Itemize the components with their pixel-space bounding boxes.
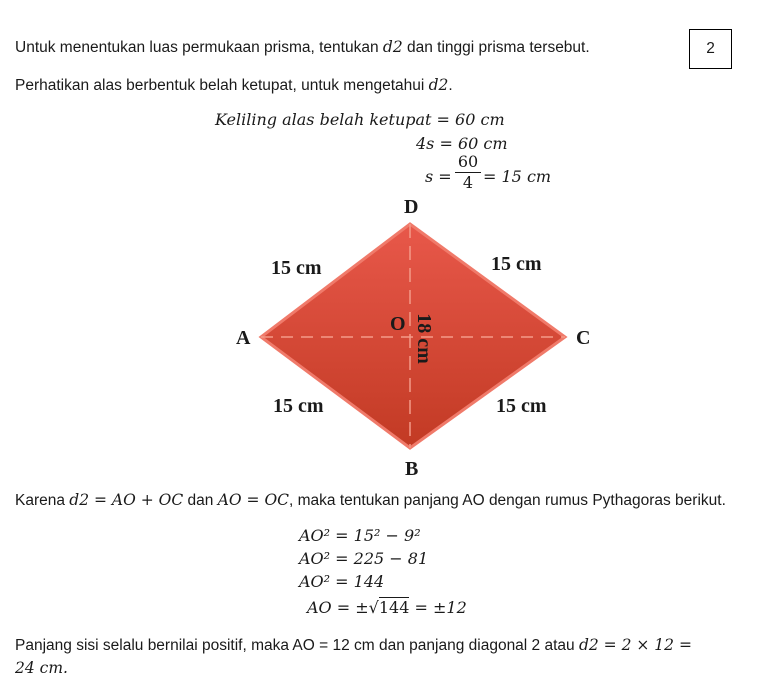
calc-line-3-rhs: = 15 cm xyxy=(483,167,552,186)
side-ad-label: 15 cm xyxy=(271,257,322,279)
karena-a: Karena xyxy=(15,492,70,509)
sqrt-sign: √ xyxy=(368,598,379,617)
karena-c: , maka tentukan panjang AO dengan rumus Pythagoras berikut. xyxy=(289,492,726,509)
vertex-a-label: A xyxy=(236,327,251,349)
fraction-denominator: 4 xyxy=(462,173,474,192)
calc-line-3-lhs: s = xyxy=(425,167,452,186)
intro-var: d2 xyxy=(382,38,403,56)
page-number: 2 xyxy=(689,29,732,69)
center-o-label: O xyxy=(390,313,406,335)
calc-line-1: Keliling alas belah ketupat = 60 cm xyxy=(215,110,505,129)
vertex-b-label: B xyxy=(405,458,419,480)
pyth-line-4 xyxy=(307,598,467,617)
note-text-b: . xyxy=(448,77,453,94)
conclusion-text xyxy=(15,636,692,655)
side-dc-label: 15 cm xyxy=(491,253,542,275)
pyth-line-2: AO² = 225 − 81 xyxy=(299,549,429,568)
intro-text-b: dan tinggi prisma tersebut. xyxy=(402,39,590,56)
note-var: d2 xyxy=(428,76,449,94)
karena-b: dan xyxy=(183,492,218,509)
pyth-line-4-b: = ±12 xyxy=(409,598,467,617)
note-text-a: Perhatikan alas berbentuk belah ketupat, untuk mengetahui xyxy=(15,77,429,94)
karena-eq1: d2 = AO + OC xyxy=(69,491,184,509)
conclusion-line-2: 24 cm. xyxy=(15,659,68,677)
intro-text-a: Untuk menentukan luas permukaan prisma, tentukan xyxy=(15,39,383,56)
vertex-c-label: C xyxy=(576,327,591,349)
vertex-d-label: D xyxy=(404,196,419,218)
pyth-line-1: AO² = 15² − 9² xyxy=(299,526,421,545)
fraction-numerator: 60 xyxy=(457,152,479,171)
sqrt-radicand: 144 xyxy=(378,598,410,617)
conclusion-eq: d2 = 2 × 12 = xyxy=(578,636,692,654)
diagonal-bd-label: 18 cm xyxy=(412,313,435,364)
karena-text xyxy=(15,491,726,510)
calc-line-2: 4s = 60 cm xyxy=(416,134,508,153)
pyth-line-3: AO² = 144 xyxy=(299,572,385,591)
side-ab-label: 15 cm xyxy=(273,395,324,417)
pyth-line-4-a: AO = ± xyxy=(307,598,369,617)
karena-eq2: AO = OC xyxy=(217,491,290,509)
conclusion-a: Panjang sisi selalu bernilai positif, maka AO = 12 cm dan panjang diagonal 2 atau xyxy=(15,637,579,654)
side-bc-label: 15 cm xyxy=(496,395,547,417)
